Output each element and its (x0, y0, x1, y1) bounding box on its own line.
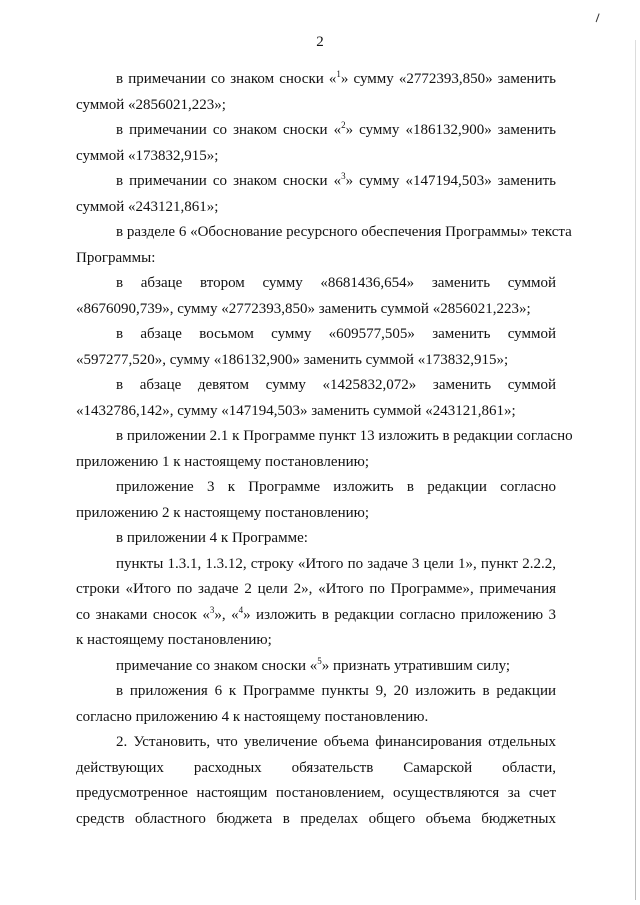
text-line: строки «Итого по задаче 2 цели 2», «Итого по Программе», примечания (76, 581, 556, 597)
text-line: 2. Установить, что увеличение объема финансирования отдельных (116, 734, 556, 750)
page-edge-shadow (635, 40, 636, 900)
page-number: 2 (316, 34, 324, 50)
text-line: в абзаце втором сумму «8681436,654» заменить суммой (116, 275, 556, 291)
text-line: к настоящему постановлению; (76, 632, 272, 648)
text-line: примечание со знаком сноски «$^5$» признать утратившим силу; (116, 655, 511, 674)
text-line: суммой «2856021,223»; (76, 96, 226, 113)
pen-mark (596, 13, 604, 23)
text-line: приложение 3 к Программе изложить в редакции согласно (116, 479, 556, 495)
text-line: приложению 1 к настоящему постановлению; (76, 453, 369, 470)
text-line: приложению 2 к настоящему постановлению; (76, 504, 369, 521)
text-line: «1432786,142», сумму «147194,503» заменить суммой «243121,861»; (76, 402, 516, 419)
text-line: средств областного бюджета в пределах общего объема бюджетных (76, 810, 556, 827)
text-line: в примечании со знаком сноски «$^3$» сумму «147194,503» заменить (116, 171, 556, 189)
text-line: в абзаце восьмом сумму «609577,505» заменить суммой (116, 326, 556, 342)
text-line: в примечании со знаком сноски «$^1$» сумму «2772393,850» заменить (116, 69, 556, 87)
text-line: пункты 1.3.1, 1.3.12, строку «Итого по задаче 3 цели 1», пункт 2.2.2, (116, 555, 556, 572)
text-line: предусмотренное настоящим постановлением, осуществляются за счет (76, 785, 556, 801)
text-line: «597277,520», сумму «186132,900» заменить суммой «173832,915»; (76, 351, 509, 368)
text-line: в приложения 6 к Программе пункты 9, 20 изложить в редакции (116, 683, 556, 699)
text-line: действующих расходных обязательств Самарской области, (76, 759, 556, 776)
text-line: со знаками сносок «$^3$», «$^4$» изложить в редакции согласно приложению 3 (76, 604, 557, 623)
text-line: «8676090,739», сумму «2772393,850» заменить суммой «2856021,223»; (76, 300, 531, 317)
text-line: в абзаце девятом сумму «1425832,072» заменить суммой (116, 377, 556, 393)
text-line: суммой «243121,861»; (76, 198, 219, 215)
text-line: Программы: (76, 249, 156, 266)
text-line: в разделе 6 «Обоснование ресурсного обеспечения Программы» текста (116, 224, 572, 240)
text-line: в примечании со знаком сноски «$^2$» сумму «186132,900» заменить (116, 120, 556, 138)
text-line: суммой «173832,915»; (76, 147, 219, 164)
text-line: в приложении 2.1 к Программе пункт 13 изложить в редакции согласно (116, 428, 573, 444)
text-line: согласно приложению 4 к настоящему постановлению. (76, 708, 429, 725)
text-line: в приложении 4 к Программе: (116, 530, 308, 546)
